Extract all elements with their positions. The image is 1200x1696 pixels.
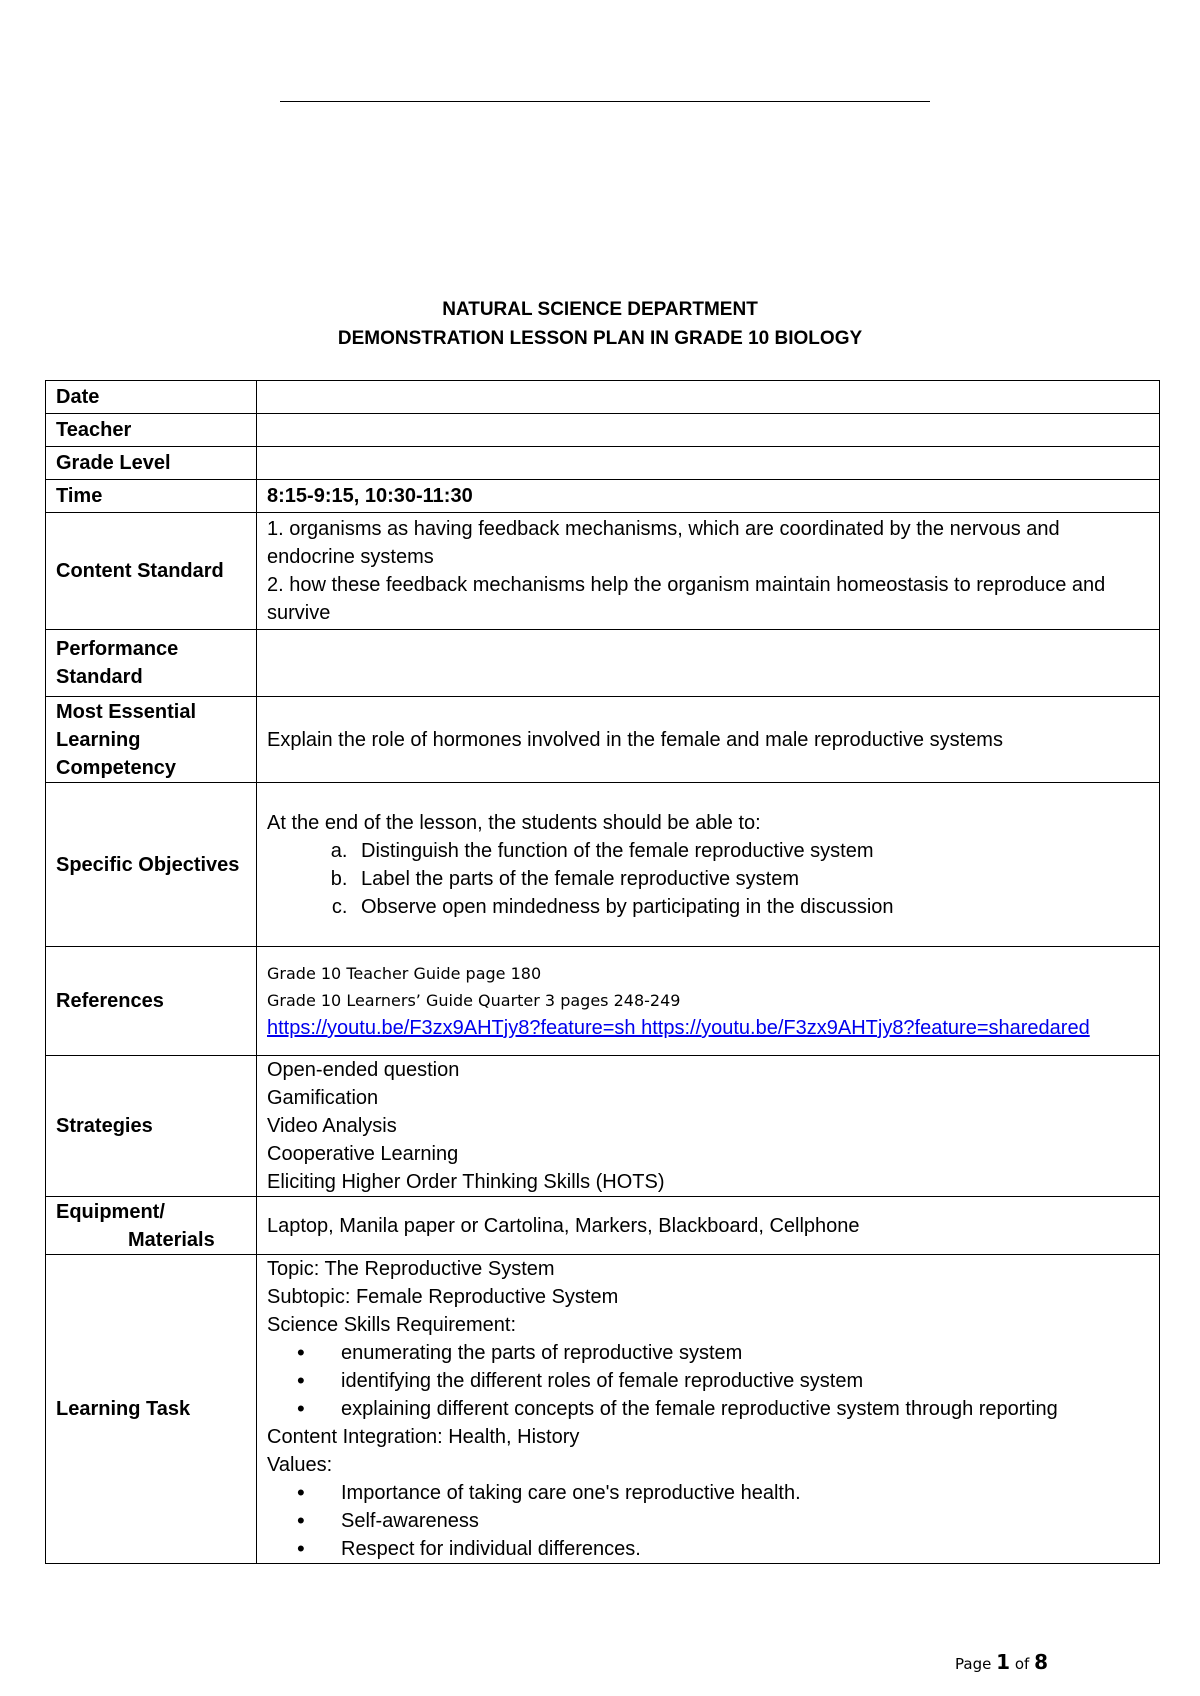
date-value <box>257 381 1160 414</box>
row-strategies <box>46 1056 1160 1197</box>
top-rule <box>280 101 930 102</box>
value-item: • Self-awareness <box>331 1507 1149 1535</box>
performance-standard-label <box>46 630 257 697</box>
time-label: Time <box>46 480 257 513</box>
objective-item: a. Distinguish the function of the female reproductive system <box>353 837 1149 865</box>
skills-heading: Science Skills Requirement: <box>267 1314 516 1336</box>
objective-item: c. Observe open mindedness by participating in the discussion <box>353 893 1149 921</box>
row-date <box>46 381 1160 414</box>
reference-video-link[interactable]: https://youtu.be/F3zx9AHTjy8?feature=sh https://youtu.be/F3zx9AHTjy8?feature=sharedared <box>267 1017 1090 1039</box>
equipment-label-line: Equipment/ <box>56 1200 165 1223</box>
row-performance-standard <box>46 630 1160 697</box>
values-heading: Values: <box>267 1454 333 1476</box>
reference-learners-guide: Grade 10 Learners’ Guide Quarter 3 pages 248-249 <box>267 991 681 1010</box>
row-specific-objectives <box>46 783 1160 947</box>
values-list <box>267 1479 1149 1563</box>
current-page-number: 1 <box>996 1650 1011 1674</box>
teacher-label: Teacher <box>46 414 257 447</box>
skills-list <box>267 1339 1149 1423</box>
value-item: • Respect for individual differences. <box>331 1535 1149 1563</box>
row-references <box>46 947 1160 1056</box>
melc-label-line: Most Essential <box>56 700 197 723</box>
content-integration: Content Integration: Health, History <box>267 1426 580 1448</box>
lesson-plan-title: DEMONSTRATION LESSON PLAN IN GRADE 10 BIOLOGY <box>337 328 863 349</box>
grade-level-label: Grade Level <box>46 447 257 480</box>
strategies-value <box>257 1056 1160 1197</box>
objectives-list <box>267 837 1149 921</box>
content-standard-value <box>257 513 1160 630</box>
performance-standard-label-line: Performance <box>56 638 179 660</box>
page-number-footer <box>955 1650 1048 1674</box>
page-word: Page <box>955 1655 992 1673</box>
row-learning-task <box>46 1255 1160 1564</box>
equipment-label <box>46 1197 257 1255</box>
strategy-item: Cooperative Learning <box>267 1143 459 1165</box>
content-standard-item: 2. how these feedback mechanisms help the organism maintain homeostasis to reproduce and survive <box>267 574 1106 624</box>
strategies-label: Strategies <box>46 1056 257 1197</box>
learning-task-value <box>257 1255 1160 1564</box>
performance-standard-label-line: Standard <box>56 666 143 688</box>
materials-label-line: Materials <box>128 1228 215 1251</box>
strategy-item: Eliciting Higher Order Thinking Skills (HOTS) <box>267 1171 665 1193</box>
objective-item: b. Label the parts of the female reproductive system <box>353 865 1149 893</box>
objectives-value <box>257 783 1160 947</box>
melc-label-line: Competency <box>56 756 177 779</box>
melc-label <box>46 697 257 783</box>
strategy-item: Open-ended question <box>267 1059 460 1081</box>
content-standard-label: Content Standard <box>46 513 257 630</box>
teacher-value <box>257 414 1160 447</box>
performance-standard-value <box>257 630 1160 697</box>
content-standard-item: 1. organisms as having feedback mechanisms, which are coordinated by the nervous and endocrine systems <box>267 518 1060 568</box>
of-word: of <box>1014 1655 1030 1673</box>
equipment-value: Laptop, Manila paper or Cartolina, Markers, Blackboard, Cellphone <box>257 1197 1160 1255</box>
skill-item: • identifying the different roles of female reproductive system <box>331 1367 1149 1395</box>
references-label: References <box>46 947 257 1056</box>
row-grade-level <box>46 447 1160 480</box>
learning-task-label: Learning Task <box>46 1255 257 1564</box>
department-title: NATURAL SCIENCE DEPARTMENT <box>442 299 758 320</box>
skill-item: • explaining different concepts of the female reproductive system through reporting <box>331 1395 1149 1423</box>
lesson-plan-table <box>45 380 1160 1564</box>
time-value: 8:15-9:15, 10:30-11:30 <box>257 480 1160 513</box>
references-value <box>257 947 1160 1056</box>
row-melc <box>46 697 1160 783</box>
learning-task-topic: Topic: The Reproductive System <box>267 1258 555 1280</box>
row-equipment <box>46 1197 1160 1255</box>
melc-value: Explain the role of hormones involved in the female and male reproductive systems <box>257 697 1160 783</box>
objectives-intro: At the end of the lesson, the students should be able to: <box>267 811 761 834</box>
row-time <box>46 480 1160 513</box>
learning-task-subtopic: Subtopic: Female Reproductive System <box>267 1286 619 1308</box>
row-teacher <box>46 414 1160 447</box>
strategy-item: Video Analysis <box>267 1115 397 1137</box>
skill-item: • enumerating the parts of reproductive system <box>331 1339 1149 1367</box>
row-content-standard <box>46 513 1160 630</box>
date-label: Date <box>46 381 257 414</box>
grade-level-value <box>257 447 1160 480</box>
strategy-item: Gamification <box>267 1087 379 1109</box>
total-pages-number: 8 <box>1034 1650 1048 1674</box>
melc-label-line: Learning <box>56 728 141 751</box>
reference-teacher-guide: Grade 10 Teacher Guide page 180 <box>267 964 542 983</box>
value-item: • Importance of taking care one's reproductive health. <box>331 1479 1149 1507</box>
objectives-label: Specific Objectives <box>46 783 257 947</box>
